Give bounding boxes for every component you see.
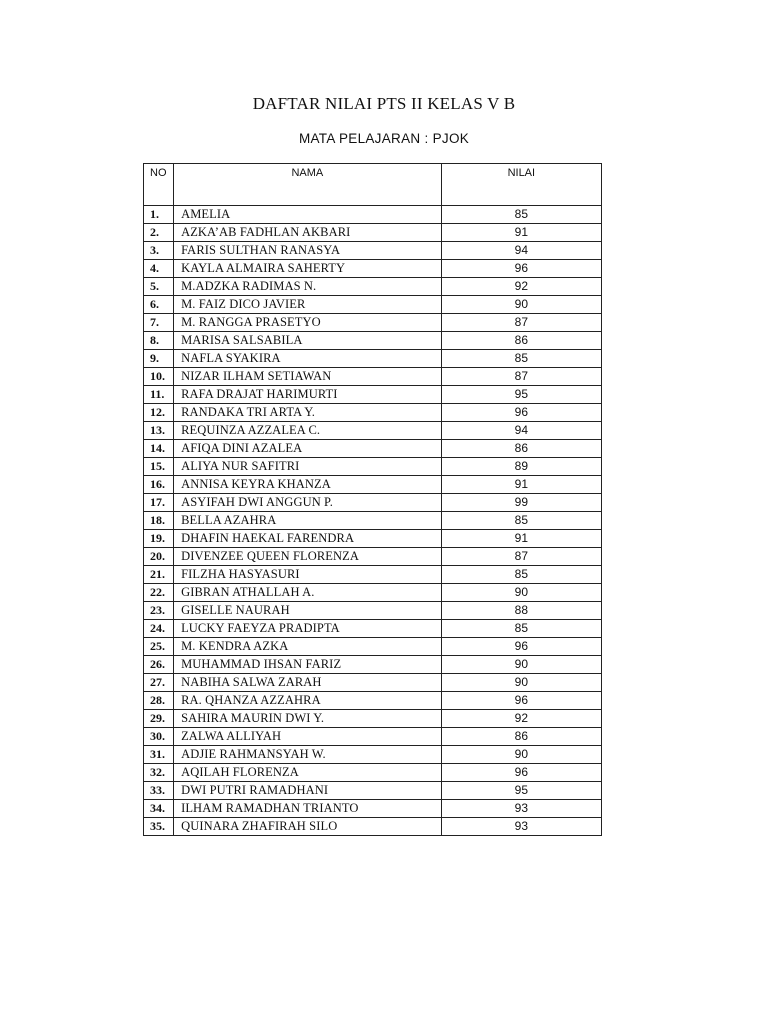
student-name: FARIS SULTHAN RANASYA — [174, 242, 442, 260]
student-name: AMELIA — [174, 206, 442, 224]
student-name: QUINARA ZHAFIRAH SILO — [174, 818, 442, 836]
student-name: M. KENDRA AZKA — [174, 638, 442, 656]
row-number: 23. — [144, 602, 174, 620]
row-number: 32. — [144, 764, 174, 782]
student-name: RA. QHANZA AZZAHRA — [174, 692, 442, 710]
student-name: FILZHA HASYASURI — [174, 566, 442, 584]
table-row — [144, 818, 602, 836]
score-value: 93 — [441, 818, 601, 836]
student-name: GISELLE NAURAH — [174, 602, 442, 620]
header-row — [144, 164, 602, 206]
header-name: NAMA — [174, 164, 442, 206]
row-number: 3. — [144, 242, 174, 260]
score-value: 90 — [441, 296, 601, 314]
table-row — [144, 368, 602, 386]
page-title: DAFTAR NILAI PTS II KELAS V B — [252, 94, 516, 113]
score-value: 85 — [441, 512, 601, 530]
row-number: 25. — [144, 638, 174, 656]
row-number: 29. — [144, 710, 174, 728]
table-row — [144, 494, 602, 512]
row-number: 31. — [144, 746, 174, 764]
table-row — [144, 332, 602, 350]
table-row — [144, 440, 602, 458]
score-value: 91 — [441, 224, 601, 242]
header-no: NO — [144, 164, 174, 206]
table-row — [144, 800, 602, 818]
table-row — [144, 242, 602, 260]
student-name: REQUINZA AZZALEA C. — [174, 422, 442, 440]
row-number: 2. — [144, 224, 174, 242]
table-row — [144, 530, 602, 548]
student-name: RANDAKA TRI ARTA Y. — [174, 404, 442, 422]
score-value: 90 — [441, 656, 601, 674]
student-name: ILHAM RAMADHAN TRIANTO — [174, 800, 442, 818]
score-value: 90 — [441, 584, 601, 602]
row-number: 30. — [144, 728, 174, 746]
student-name: LUCKY FAEYZA PRADIPTA — [174, 620, 442, 638]
score-value: 96 — [441, 638, 601, 656]
table-row — [144, 674, 602, 692]
student-name: AFIQA DINI AZALEA — [174, 440, 442, 458]
student-name: MARISA SALSABILA — [174, 332, 442, 350]
table-row — [144, 782, 602, 800]
row-number: 27. — [144, 674, 174, 692]
score-value: 87 — [441, 368, 601, 386]
table-row — [144, 350, 602, 368]
row-number: 34. — [144, 800, 174, 818]
table-row — [144, 278, 602, 296]
row-number: 13. — [144, 422, 174, 440]
table-row — [144, 566, 602, 584]
score-value: 96 — [441, 692, 601, 710]
score-value: 86 — [441, 440, 601, 458]
score-value: 95 — [441, 386, 601, 404]
score-value: 90 — [441, 746, 601, 764]
student-name: NABIHA SALWA ZARAH — [174, 674, 442, 692]
student-name: NAFLA SYAKIRA — [174, 350, 442, 368]
student-name: ANNISA KEYRA KHANZA — [174, 476, 442, 494]
score-value: 91 — [441, 530, 601, 548]
score-value: 86 — [441, 332, 601, 350]
row-number: 16. — [144, 476, 174, 494]
row-number: 10. — [144, 368, 174, 386]
student-name: ASYIFAH DWI ANGGUN P. — [174, 494, 442, 512]
table-row — [144, 764, 602, 782]
student-name: DWI PUTRI RAMADHANI — [174, 782, 442, 800]
score-value: 96 — [441, 764, 601, 782]
row-number: 4. — [144, 260, 174, 278]
student-name: M. RANGGA PRASETYO — [174, 314, 442, 332]
row-number: 1. — [144, 206, 174, 224]
header-score: NILAI — [441, 164, 601, 206]
student-name: DHAFIN HAEKAL FARENDRA — [174, 530, 442, 548]
table-row — [144, 422, 602, 440]
score-value: 85 — [441, 566, 601, 584]
row-number: 5. — [144, 278, 174, 296]
score-value: 96 — [441, 260, 601, 278]
row-number: 22. — [144, 584, 174, 602]
table-row — [144, 476, 602, 494]
student-name: M. FAIZ DICO JAVIER — [174, 296, 442, 314]
row-number: 20. — [144, 548, 174, 566]
table-row — [144, 692, 602, 710]
score-value: 88 — [441, 602, 601, 620]
row-number: 6. — [144, 296, 174, 314]
score-value: 95 — [441, 782, 601, 800]
score-value: 91 — [441, 476, 601, 494]
table-row — [144, 620, 602, 638]
table-row — [144, 638, 602, 656]
table-row — [144, 458, 602, 476]
score-value: 93 — [441, 800, 601, 818]
student-name: MUHAMMAD IHSAN FARIZ — [174, 656, 442, 674]
row-number: 9. — [144, 350, 174, 368]
student-name: RAFA DRAJAT HARIMURTI — [174, 386, 442, 404]
table-row — [144, 746, 602, 764]
row-number: 11. — [144, 386, 174, 404]
row-number: 15. — [144, 458, 174, 476]
table-row — [144, 206, 602, 224]
score-value: 92 — [441, 710, 601, 728]
score-value: 92 — [441, 278, 601, 296]
table-row — [144, 512, 602, 530]
table-row — [144, 710, 602, 728]
table-row — [144, 260, 602, 278]
student-name: SAHIRA MAURIN DWI Y. — [174, 710, 442, 728]
grade-table — [143, 163, 602, 836]
row-number: 19. — [144, 530, 174, 548]
table-row — [144, 602, 602, 620]
score-value: 87 — [441, 548, 601, 566]
student-name: ALIYA NUR SAFITRI — [174, 458, 442, 476]
row-number: 26. — [144, 656, 174, 674]
score-value: 90 — [441, 674, 601, 692]
student-name: NIZAR ILHAM SETIAWAN — [174, 368, 442, 386]
table-row — [144, 656, 602, 674]
row-number: 18. — [144, 512, 174, 530]
table-row — [144, 548, 602, 566]
row-number: 14. — [144, 440, 174, 458]
student-name: ADJIE RAHMANSYAH W. — [174, 746, 442, 764]
table-row — [144, 584, 602, 602]
student-name: GIBRAN ATHALLAH A. — [174, 584, 442, 602]
student-name: AZKA’AB FADHLAN AKBARI — [174, 224, 442, 242]
table-header — [144, 164, 602, 206]
score-value: 86 — [441, 728, 601, 746]
score-value: 85 — [441, 350, 601, 368]
score-value: 96 — [441, 404, 601, 422]
student-name: DIVENZEE QUEEN FLORENZA — [174, 548, 442, 566]
table-row — [144, 404, 602, 422]
score-value: 85 — [441, 620, 601, 638]
table-row — [144, 314, 602, 332]
student-name: M.ADZKA RADIMAS N. — [174, 278, 442, 296]
row-number: 21. — [144, 566, 174, 584]
row-number: 35. — [144, 818, 174, 836]
score-value: 99 — [441, 494, 601, 512]
row-number: 7. — [144, 314, 174, 332]
row-number: 12. — [144, 404, 174, 422]
subject-line: MATA PELAJARAN : PJOK — [298, 131, 470, 146]
row-number: 28. — [144, 692, 174, 710]
row-number: 33. — [144, 782, 174, 800]
table-row — [144, 728, 602, 746]
student-name: BELLA AZAHRA — [174, 512, 442, 530]
row-number: 8. — [144, 332, 174, 350]
student-name: ZALWA ALLIYAH — [174, 728, 442, 746]
score-value: 89 — [441, 458, 601, 476]
score-value: 94 — [441, 242, 601, 260]
table-row — [144, 296, 602, 314]
table-row — [144, 386, 602, 404]
score-value: 87 — [441, 314, 601, 332]
table-row — [144, 224, 602, 242]
row-number: 17. — [144, 494, 174, 512]
score-value: 94 — [441, 422, 601, 440]
score-value: 85 — [441, 206, 601, 224]
student-name: AQILAH FLORENZA — [174, 764, 442, 782]
table-body — [144, 206, 602, 836]
student-name: KAYLA ALMAIRA SAHERTY — [174, 260, 442, 278]
row-number: 24. — [144, 620, 174, 638]
